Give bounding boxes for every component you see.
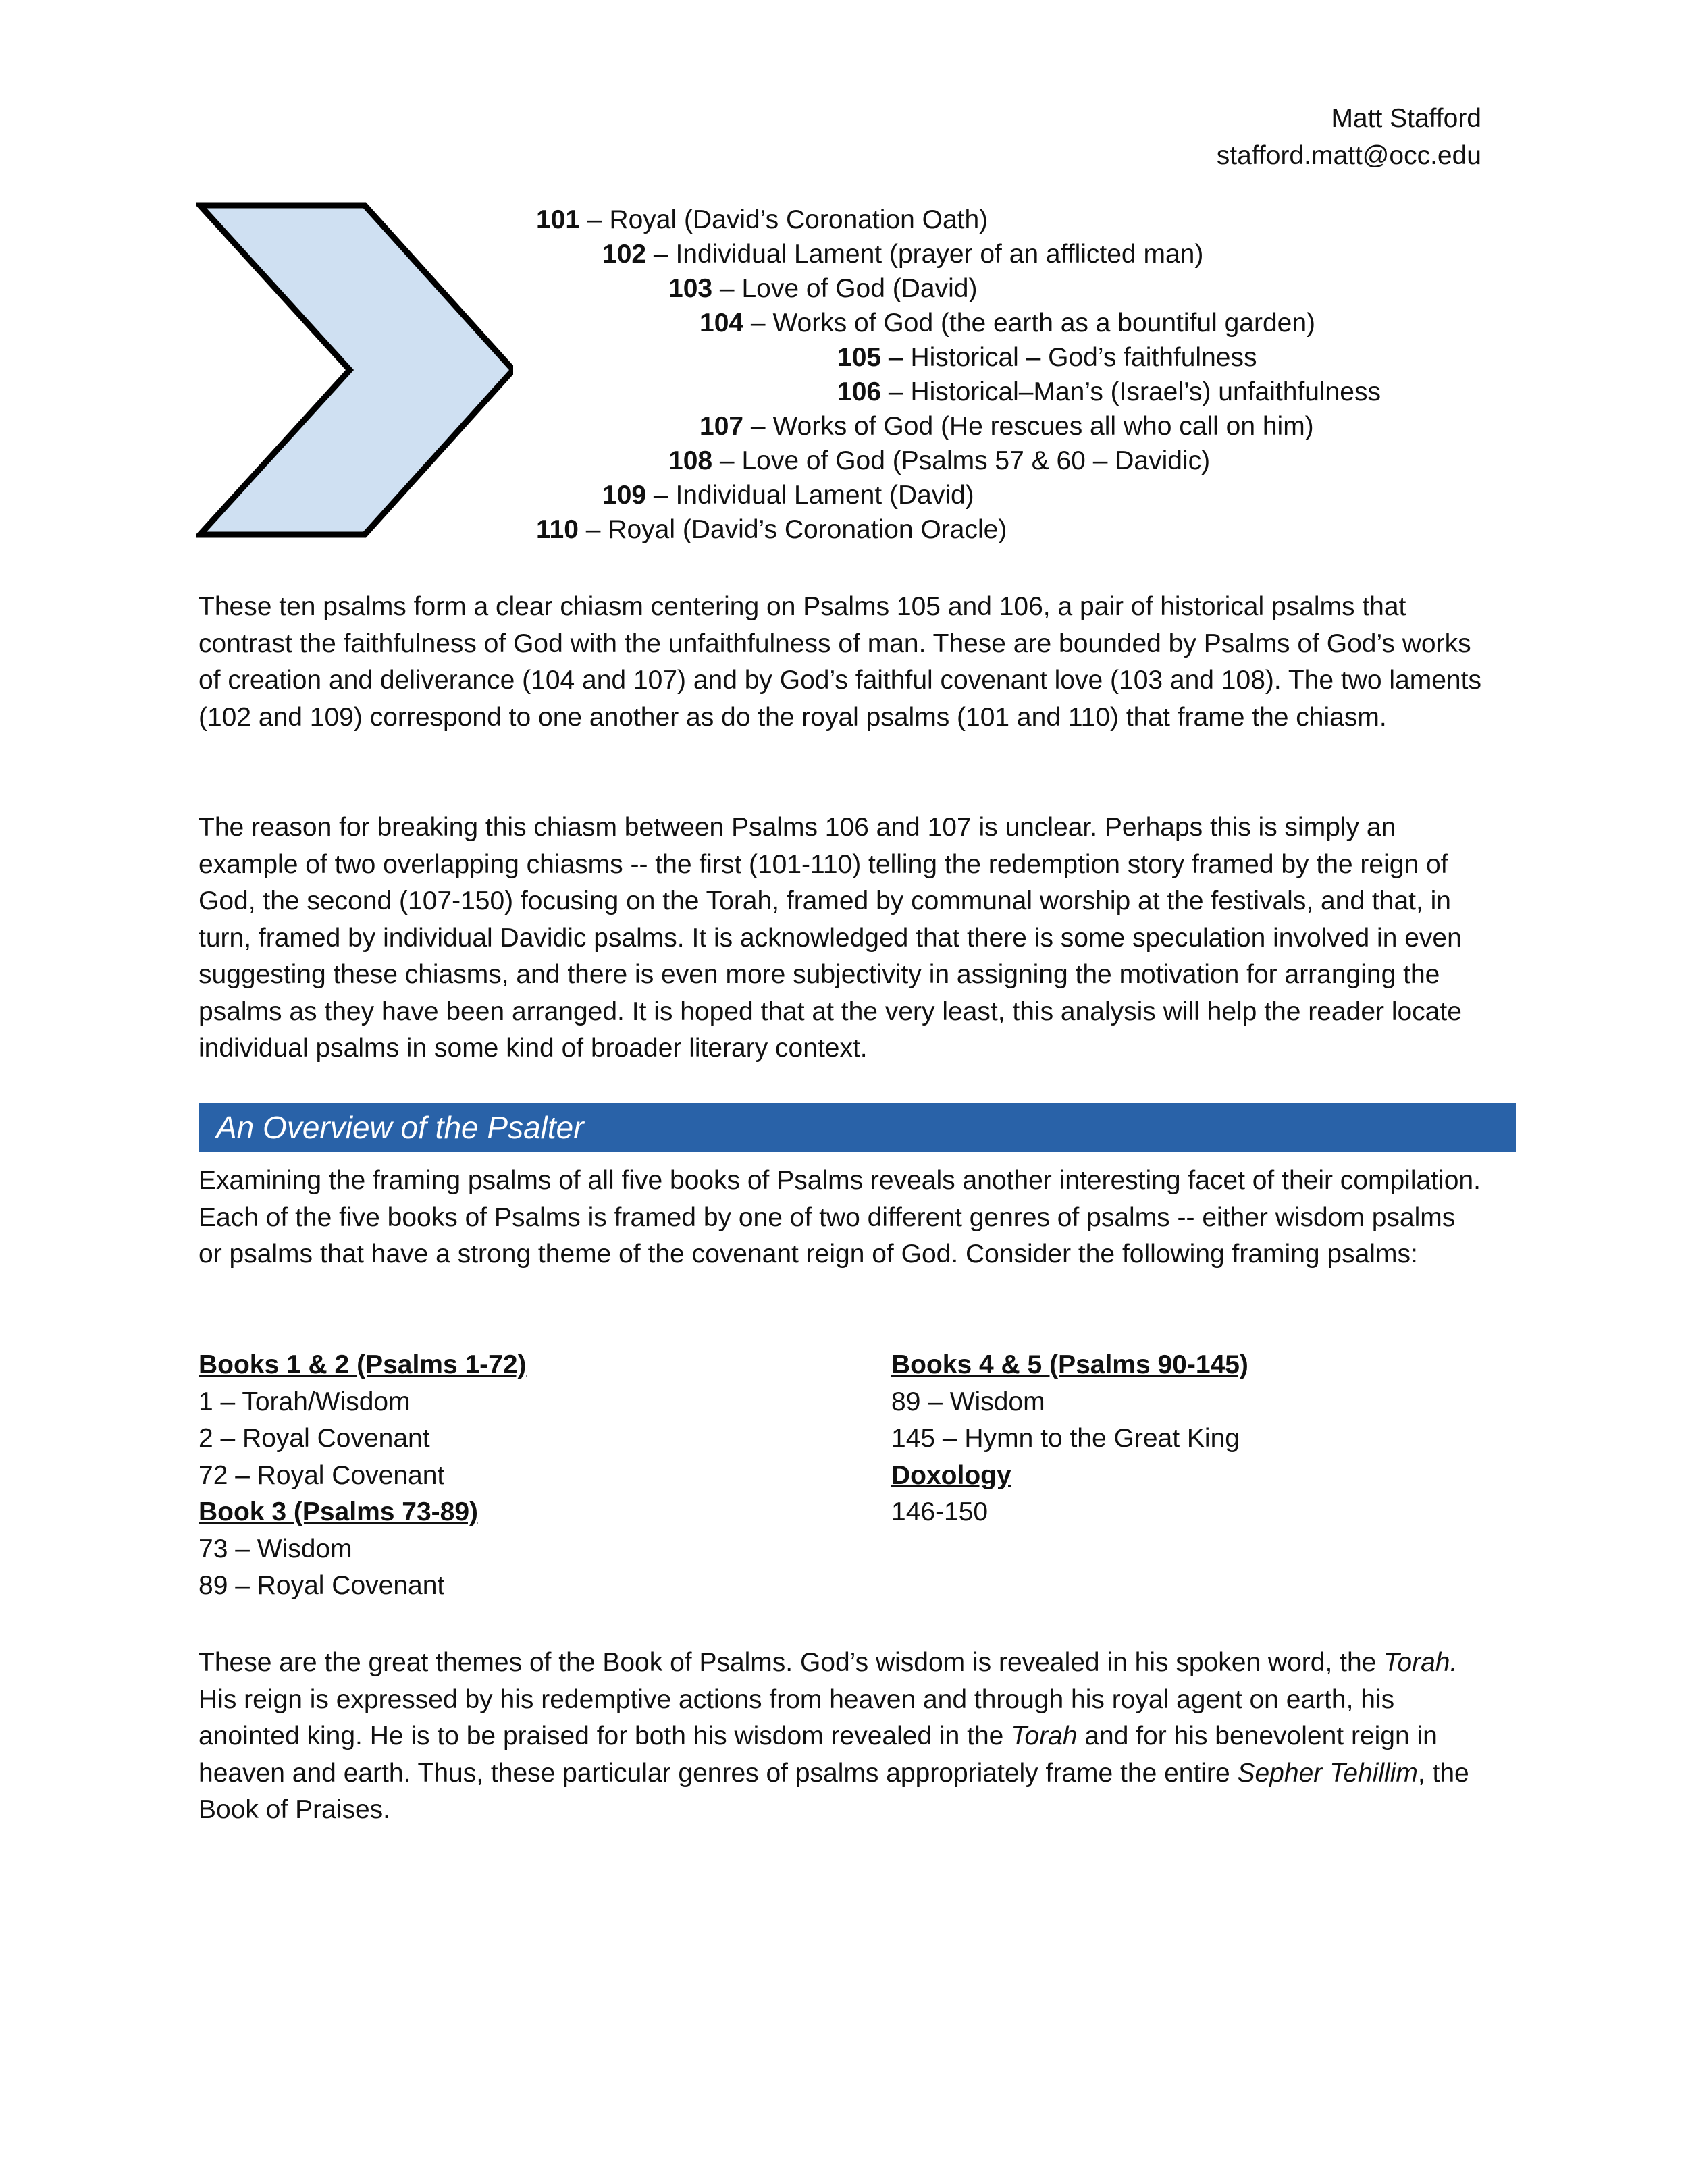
framing-item: 89 – Royal Covenant — [199, 1571, 445, 1600]
chevron-arrow-graphic — [196, 201, 513, 539]
section-heading-title: An Overview of the Psalter — [216, 1110, 584, 1145]
chiasm-row-106: 106 – Historical–Man’s (Israel’s) unfaithfulness — [837, 377, 1381, 406]
doxology-heading: Doxology — [891, 1460, 1011, 1490]
framing-item: 146-150 — [891, 1497, 988, 1526]
torah-italic: Torah. — [1383, 1648, 1458, 1677]
torah-italic: Torah — [1011, 1722, 1078, 1751]
framing-right-column — [891, 1347, 1248, 1531]
chiasm-row-109: 109 – Individual Lament (David) — [602, 481, 974, 510]
books-4-5-heading: Books 4 & 5 (Psalms 90-145) — [891, 1350, 1248, 1379]
author-name: Matt Stafford — [1331, 104, 1481, 133]
framing-item: 73 – Wisdom — [199, 1534, 352, 1564]
chiasm-row-102: 102 – Individual Lament (prayer of an afflicted man) — [602, 240, 1204, 269]
framing-item: 1 – Torah/Wisdom — [199, 1387, 411, 1416]
author-block — [1217, 100, 1481, 174]
author-email: stafford.matt@occ.edu — [1216, 141, 1481, 170]
chiasm-row-108: 108 – Love of God (Psalms 57 & 60 – Davidic) — [668, 446, 1211, 475]
framing-left-column — [199, 1347, 527, 1605]
chiasm-row-107: 107 – Works of God (He rescues all who call on him) — [700, 412, 1314, 441]
framing-item: 2 – Royal Covenant — [199, 1424, 430, 1453]
chiasm-row-105: 105 – Historical – God’s faithfulness — [837, 343, 1257, 372]
chiasm-row-104: 104 – Works of God (the earth as a bountiful garden) — [700, 309, 1315, 338]
paragraph-overlapping-chiasms: The reason for breaking this chiasm between Psalms 106 and 107 is unclear. Perhaps this is simply an example of two overlapping chiasms -- the first (101-110) telling the redemption story framed by the reign of God, the second (107-150) focusing on the Torah, framed by communal worship at the festivals, and that, in turn, framed by individual Davidic psalms. It is acknowledged that there is some speculation involved in even suggesting these chiasms, and there is even more subjectivity in assigning the motivation for arranging the psalms as they have been arranged. It is hoped that at the very least, this analysis will help the reader locate individual psalms in some kind of broader literary context. — [199, 813, 1462, 1063]
chiasm-row-110: 110 – Royal (David’s Coronation Oracle) — [536, 515, 1007, 544]
books-1-2-heading: Books 1 & 2 (Psalms 1-72) — [199, 1350, 527, 1379]
chiasm-row-103: 103 – Love of God (David) — [668, 274, 978, 303]
chiasm-row-101: 101 – Royal (David’s Coronation Oath) — [536, 205, 988, 234]
framing-item: 145 – Hymn to the Great King — [891, 1424, 1240, 1453]
book-3-heading: Book 3 (Psalms 73-89) — [199, 1497, 479, 1526]
section-heading-banner — [199, 1103, 1516, 1152]
paragraph-chiasm-summary: These ten psalms form a clear chiasm centering on Psalms 105 and 106, a pair of historical psalms that contrast the faithfulness of God with the unfaithfulness of man. These are bounded by Psalms of God’s works of creation and deliverance (104 and 107) and by God’s faithful covenant love (103 and 108). The two laments (102 and 109) correspond to one another as do the royal psalms (101 and 110) that frame the chiasm. — [199, 592, 1481, 732]
sepher-tehillim-italic: Sepher Tehillim — [1237, 1758, 1418, 1788]
chevron-shape — [200, 205, 513, 535]
framing-item: 89 – Wisdom — [891, 1387, 1045, 1416]
paragraph-framing-intro: Examining the framing psalms of all five books of Psalms reveals another interesting facet of their compilation. Each of the five books of Psalms is framed by one of two different genres of psalms -- either wisdom psalms or psalms that have a strong theme of the covenant reign of God. Consider the following framing psalms: — [199, 1166, 1481, 1269]
framing-item: 72 – Royal Covenant — [199, 1460, 445, 1490]
paragraph-closing: These are the great themes of the Book of Psalms. God’s wisdom is revealed in his spoken word, the Torah. His reign is expressed by his redemptive actions from heaven and through his royal agent on earth, his anointed king. He is to be praised for both his wisdom revealed in the Torah and for his benevolent reign in heaven and earth. Thus, these particular genres of psalms appropriately frame the entire Sepher Tehillim, the Book of Praises. — [199, 1648, 1469, 1824]
